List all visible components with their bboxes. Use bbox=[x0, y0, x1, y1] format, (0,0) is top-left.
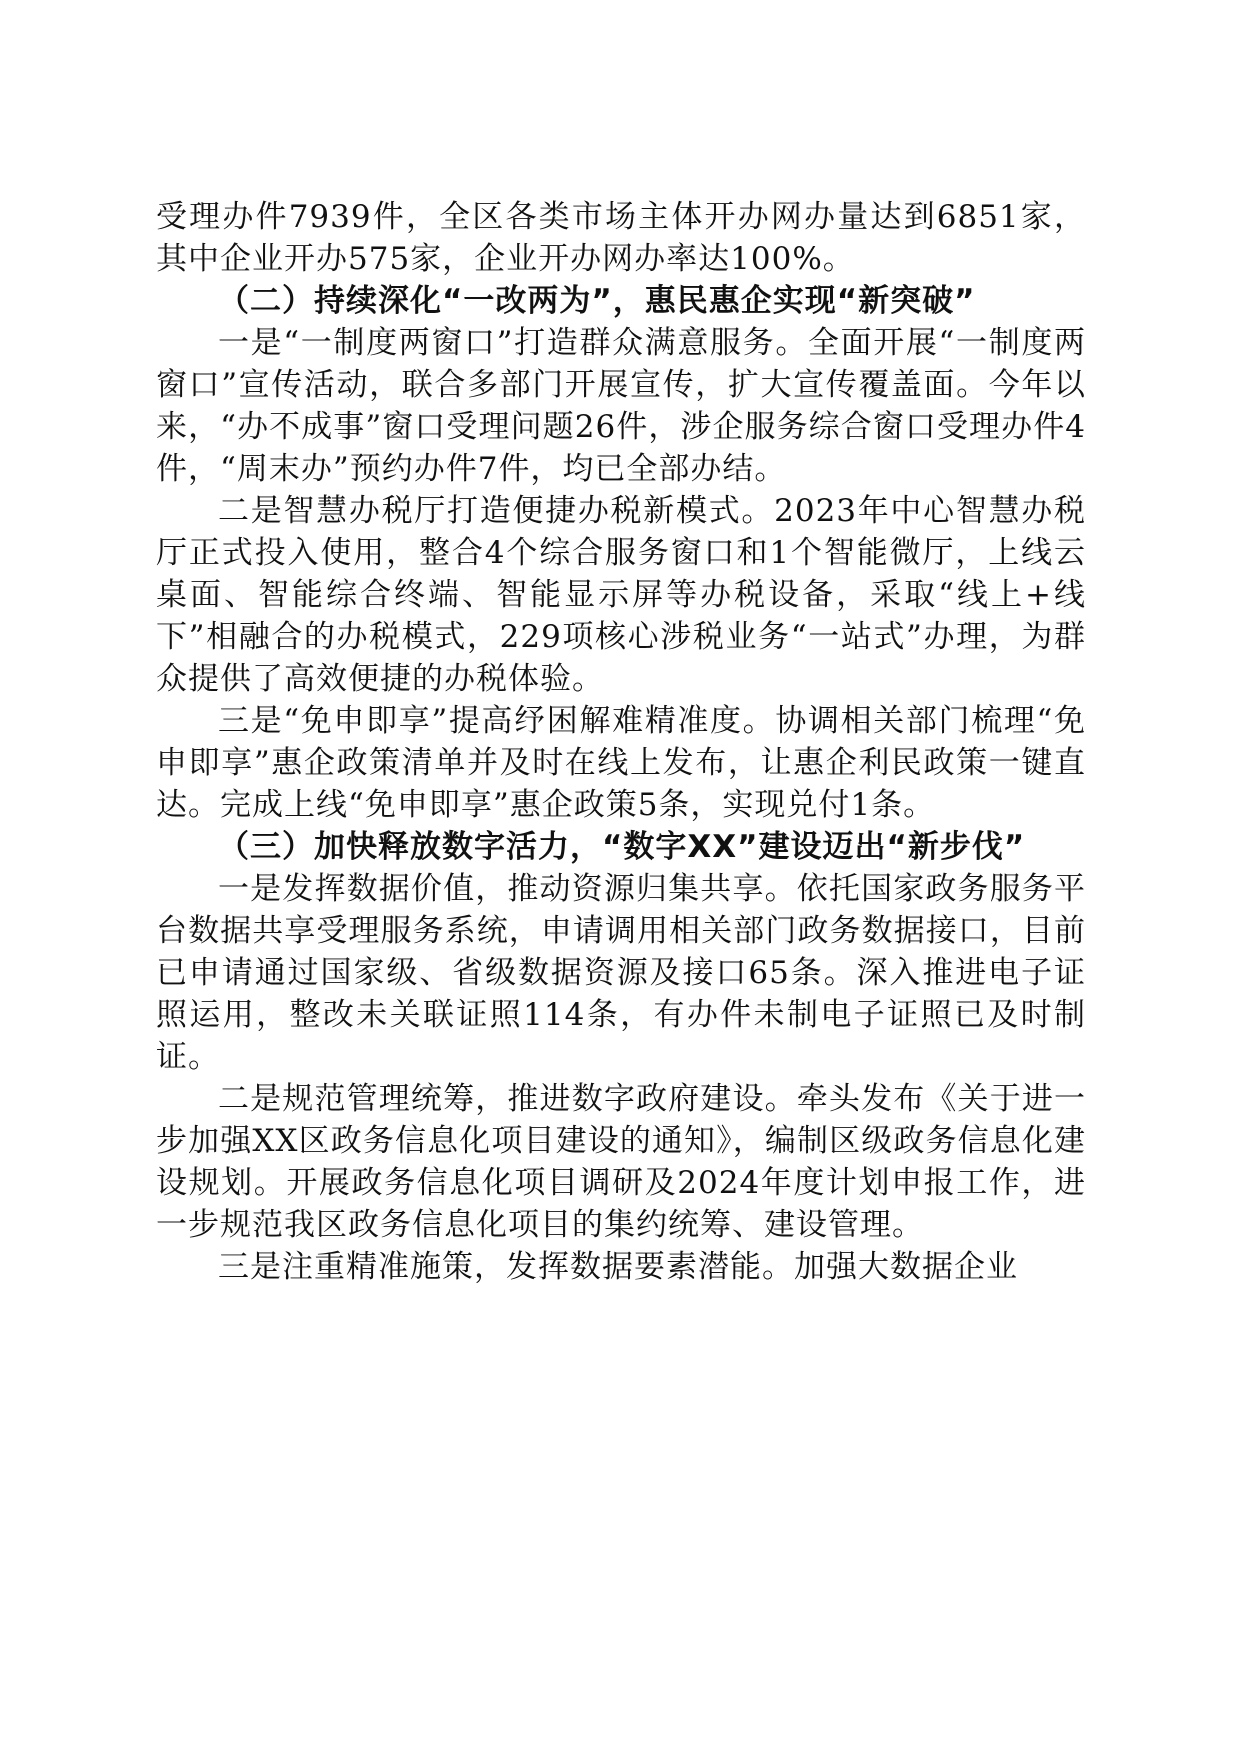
paragraph-smart-tax-hall: 二是智慧办税厅打造便捷办税新模式。2023年中心智慧办税厅正式投入使用，整合4个综合服务窗口和1个智能微厅，上线云桌面、智能综合终端、智能显示屏等办税设备，采取“线上+线下”相融合的办税模式，229项核心涉税业务“一站式”办理，为群众提供了高效便捷的办税体验。 bbox=[156, 493, 1086, 697]
document-body bbox=[156, 196, 1086, 1288]
section-heading-3: （三）加快释放数字活力，“数字XX”建设迈出“新步伐” bbox=[218, 829, 1026, 865]
paragraph-exempt-application: 三是“免申即享”提高纾困解难精准度。协调相关部门梳理“免申即享”惠企政策清单并及时在线上发布，让惠企利民政策一键直达。完成上线“免申即享”惠企政策5条，实现兑付1条。 bbox=[156, 703, 1086, 823]
paragraph-digital-government: 二是规范管理统筹，推进数字政府建设。牵头发布《关于进一步加强XX区政务信息化项目建设的通知》，编制区级政务信息化建设规划。开展政务信息化项目调研及2024年度计划申报工作，进一步规范我区政务信息化项目的集约统筹、建设管理。 bbox=[156, 1081, 1086, 1243]
paragraph-one-system-two-windows: 一是“一制度两窗口”打造群众满意服务。全面开展“一制度两窗口”宣传活动，联合多部门开展宣传，扩大宣传覆盖面。今年以来，“办不成事”窗口受理问题26件，涉企服务综合窗口受理办件4件，“周末办”预约办件7件，均已全部办结。 bbox=[156, 325, 1086, 487]
section-heading-2: （二）持续深化“一改两为”，惠民惠企实现“新突破” bbox=[218, 283, 976, 319]
paragraph-data-value: 一是发挥数据价值，推动资源归集共享。依托国家政务服务平台数据共享受理服务系统，申请调用相关部门政务数据接口，目前已申请通过国家级、省级数据资源及接口65条。深入推进电子证照运用，整改未关联证照114条，有办件未制电子证照已及时制证。 bbox=[156, 871, 1086, 1075]
paragraph-intro-continuation: 受理办件7939件，全区各类市场主体开办网办量达到6851家，其中企业开办575家，企业开办网办率达100%。 bbox=[156, 199, 1086, 277]
paragraph-data-elements: 三是注重精准施策，发挥数据要素潜能。加强大数据企业 bbox=[218, 1249, 1018, 1285]
